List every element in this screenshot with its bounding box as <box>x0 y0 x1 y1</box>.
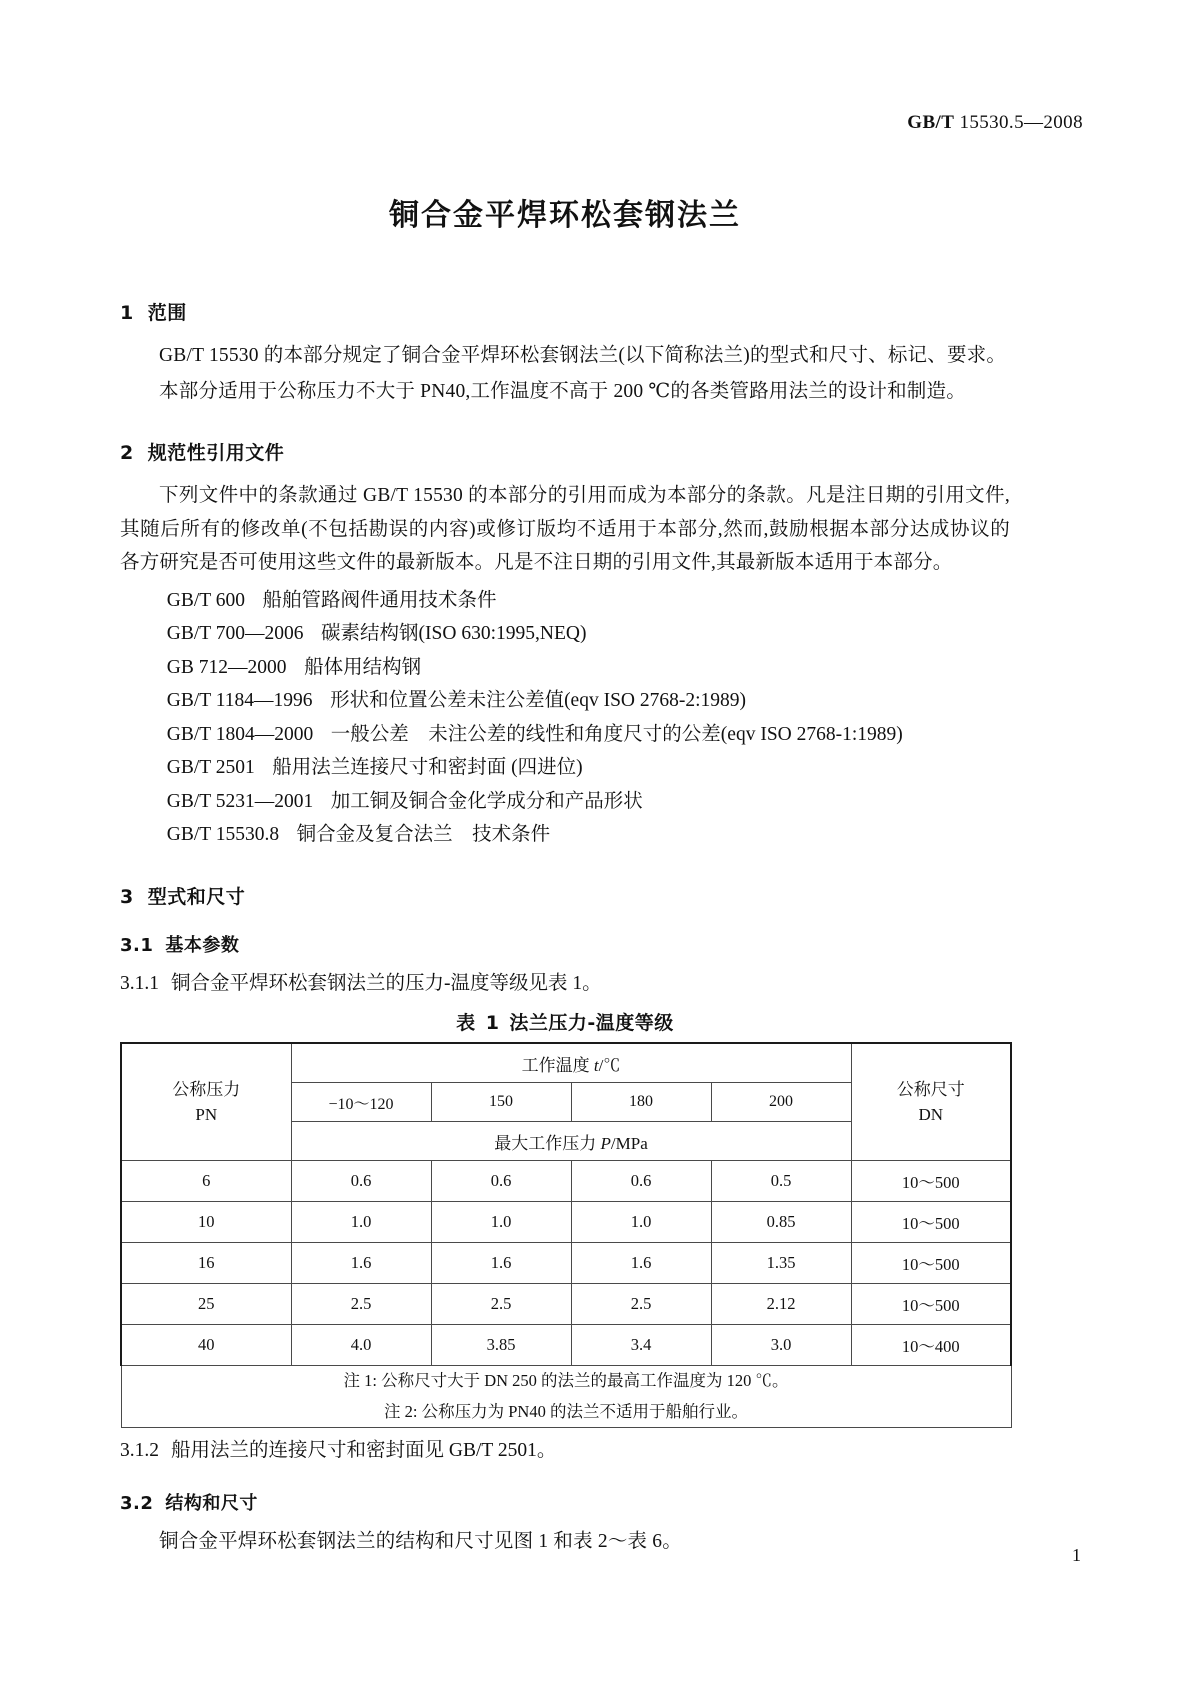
cell-pressure-4: 2.12 <box>711 1284 851 1325</box>
cell-dn: 10～500 <box>851 1243 1011 1284</box>
cell-pressure-3: 3.4 <box>571 1325 711 1366</box>
reference-title: 形状和位置公差未注公差值(eqv ISO 2768-2:1989) <box>330 690 747 712</box>
header-pressure-prefix: 最大工作压力 <box>494 1133 601 1153</box>
reference-title: 加工铜及铜合金化学成分和产品形状 <box>330 790 643 812</box>
temperature-column-4: 200 <box>711 1083 851 1122</box>
cell-pressure-3: 1.0 <box>571 1202 711 1243</box>
header-working-temperature <box>291 1043 851 1083</box>
reference-title: 船体用结构钢 <box>304 656 422 678</box>
cell-dn: 10～500 <box>851 1161 1011 1202</box>
header-max-working-pressure <box>291 1122 851 1161</box>
header-nominal-size <box>851 1043 1011 1161</box>
cell-pressure-3: 1.6 <box>571 1243 711 1284</box>
temperature-column-1: −10～120 <box>291 1083 431 1122</box>
document-content <box>120 190 1010 1561</box>
subclause-3-2-heading <box>120 1489 1010 1515</box>
subclause-3-1-label: 基本参数 <box>165 934 240 956</box>
reference-title: 船舶管路阀件通用技术条件 <box>262 589 497 611</box>
table-row <box>121 1243 1011 1284</box>
cell-pressure-1: 4.0 <box>291 1325 431 1366</box>
subclause-3-2-number: 3.2 <box>120 1493 154 1515</box>
cell-dn: 10～400 <box>851 1325 1011 1366</box>
clause-1-paragraph-2: 本部分适用于公称压力不大于 PN40,工作温度不高于 200 ℃的各类管路用法兰的设计和制造。 <box>159 380 966 402</box>
clause-2-heading <box>120 438 1010 465</box>
subclause-3-1-number: 3.1 <box>120 934 154 956</box>
cell-pressure-3: 2.5 <box>571 1284 711 1325</box>
cell-pn: 16 <box>121 1243 291 1284</box>
clause-3-heading <box>120 882 1010 909</box>
header-pressure-suffix: /MPa <box>610 1133 648 1153</box>
normative-reference-list <box>120 584 1010 852</box>
cell-pressure-2: 3.85 <box>431 1325 571 1366</box>
reference-code: GB/T 600 <box>166 589 245 611</box>
header-temp-prefix: 工作温度 <box>521 1055 594 1075</box>
reference-code: GB/T 1804—2000 <box>166 723 314 745</box>
reference-code: GB/T 1184—1996 <box>166 690 313 712</box>
cell-pressure-1: 1.6 <box>291 1243 431 1284</box>
reference-title: 铜合金及复合法兰 技术条件 <box>296 824 551 846</box>
reference-code: GB/T 15530.8 <box>166 824 280 846</box>
table-caption-title: 法兰压力-温度等级 <box>509 1012 674 1035</box>
table-notes <box>121 1366 1011 1428</box>
table-note-1: 注 1: 公称尺寸大于 DN 250 的法兰的最高工作温度为 120 ℃。 <box>343 1371 789 1391</box>
table-caption-label: 表 <box>456 1012 476 1035</box>
reference-title: 一般公差 未注公差的线性和角度尺寸的公差(eqv ISO 2768-1:1989) <box>330 723 903 745</box>
temperature-column-3: 180 <box>571 1083 711 1122</box>
list-item <box>120 785 1010 819</box>
item-3-1-1-text: 铜合金平焊环松套钢法兰的压力-温度等级见表 1。 <box>171 972 602 994</box>
header-temp-suffix: /℃ <box>598 1055 621 1075</box>
cell-pressure-3: 0.6 <box>571 1161 711 1202</box>
cell-pn: 25 <box>121 1284 291 1325</box>
cell-pressure-2: 1.0 <box>431 1202 571 1243</box>
list-item <box>120 651 1010 685</box>
clause-1-heading <box>120 298 1010 325</box>
clause-1-number: 1 <box>120 302 134 324</box>
cell-pressure-4: 3.0 <box>711 1325 851 1366</box>
clause-3-number: 3 <box>120 885 134 908</box>
clause-2-label: 规范性引用文件 <box>147 442 285 465</box>
clause-1-paragraph-1: GB/T 15530 的本部分规定了铜合金平焊环松套钢法兰(以下简称法兰)的型式和尺寸、标记、要求。 <box>159 345 1007 366</box>
page-title: 铜合金平焊环松套钢法兰 <box>389 198 741 233</box>
cell-pressure-1: 0.6 <box>291 1161 431 1202</box>
clause-2-paragraph-1: 下列文件中的条款通过 GB/T 15530 的本部分的引用而成为本部分的条款。凡是注日期的引用文件,其随后所有的修改单(不包括勘误的内容)或修订版均不适用于本部分,然而,鼓励根据本部分达成协议的各方研究是否可使用这些文件的最新版本。凡是不注日期的引用文件,其最新版本适用于本部分。 <box>120 485 1010 574</box>
reference-code: GB/T 700—2006 <box>166 623 304 645</box>
cell-pressure-4: 0.5 <box>711 1161 851 1202</box>
clause-3-label: 型式和尺寸 <box>147 885 246 908</box>
item-3-1-1 <box>120 967 1010 1000</box>
cell-pressure-4: 0.85 <box>711 1202 851 1243</box>
header-nominal-pressure <box>121 1043 291 1161</box>
list-item <box>120 818 1010 852</box>
subclause-3-2-label: 结构和尺寸 <box>165 1493 258 1515</box>
cell-dn: 10～500 <box>851 1284 1011 1325</box>
clause-1-label: 范围 <box>147 302 187 324</box>
item-3-1-2 <box>120 1434 1010 1467</box>
cell-pn: 6 <box>121 1161 291 1202</box>
table-notes-row <box>121 1366 1011 1428</box>
cell-pressure-2: 0.6 <box>431 1161 571 1202</box>
standard-number: 15530.5—2008 <box>959 112 1083 133</box>
page-number: 1 <box>1072 1545 1081 1565</box>
item-3-1-2-number: 3.1.2 <box>120 1440 159 1462</box>
temperature-column-2: 150 <box>431 1083 571 1122</box>
list-item <box>120 718 1010 752</box>
header-pressure-symbol: P <box>600 1133 611 1153</box>
header-dn-line2: DN <box>918 1105 944 1125</box>
subclause-3-1-heading <box>120 931 1010 957</box>
running-header <box>0 112 1083 134</box>
reference-title: 碳素结构钢(ISO 630:1995,NEQ) <box>321 623 587 645</box>
reference-title: 船用法兰连接尺寸和密封面 (四进位) <box>272 757 583 779</box>
table-row <box>121 1325 1011 1366</box>
table-pressure-temperature-rating <box>120 1042 1012 1428</box>
item-3-1-1-number: 3.1.1 <box>120 972 159 994</box>
list-item <box>120 684 1010 718</box>
header-temp-symbol: t <box>593 1055 599 1075</box>
header-pn-line1: 公称压力 <box>172 1079 241 1099</box>
item-3-1-2-text: 船用法兰的连接尺寸和密封面见 GB/T 2501。 <box>171 1440 557 1462</box>
clause-2-number: 2 <box>120 442 134 465</box>
cell-dn: 10～500 <box>851 1202 1011 1243</box>
cell-pressure-1: 1.0 <box>291 1202 431 1243</box>
list-item <box>120 584 1010 618</box>
header-pn-line2: PN <box>195 1105 218 1125</box>
list-item <box>120 617 1010 651</box>
cell-pressure-2: 2.5 <box>431 1284 571 1325</box>
cell-pn: 10 <box>121 1202 291 1243</box>
clause-3-2-paragraph: 铜合金平焊环松套钢法兰的结构和尺寸见图 1 和表 2～表 6。 <box>159 1531 682 1553</box>
table-note-2: 注 2: 公称压力为 PN40 的法兰不适用于船舶行业。 <box>384 1401 748 1421</box>
table-row <box>121 1161 1011 1202</box>
reference-code: GB/T 2501 <box>166 757 255 779</box>
reference-code: GB 712—2000 <box>166 656 287 678</box>
cell-pressure-2: 1.6 <box>431 1243 571 1284</box>
list-item <box>120 751 1010 785</box>
standard-prefix: GB/T <box>907 112 955 133</box>
header-dn-line1: 公称尺寸 <box>896 1079 965 1099</box>
table-header-row <box>121 1043 1011 1083</box>
cell-pressure-4: 1.35 <box>711 1243 851 1284</box>
table-row <box>121 1284 1011 1325</box>
table-row <box>121 1202 1011 1243</box>
reference-code: GB/T 5231—2001 <box>166 790 314 812</box>
cell-pn: 40 <box>121 1325 291 1366</box>
table-1-caption <box>120 1008 1010 1035</box>
table-caption-number: 1 <box>485 1012 500 1035</box>
cell-pressure-1: 2.5 <box>291 1284 431 1325</box>
